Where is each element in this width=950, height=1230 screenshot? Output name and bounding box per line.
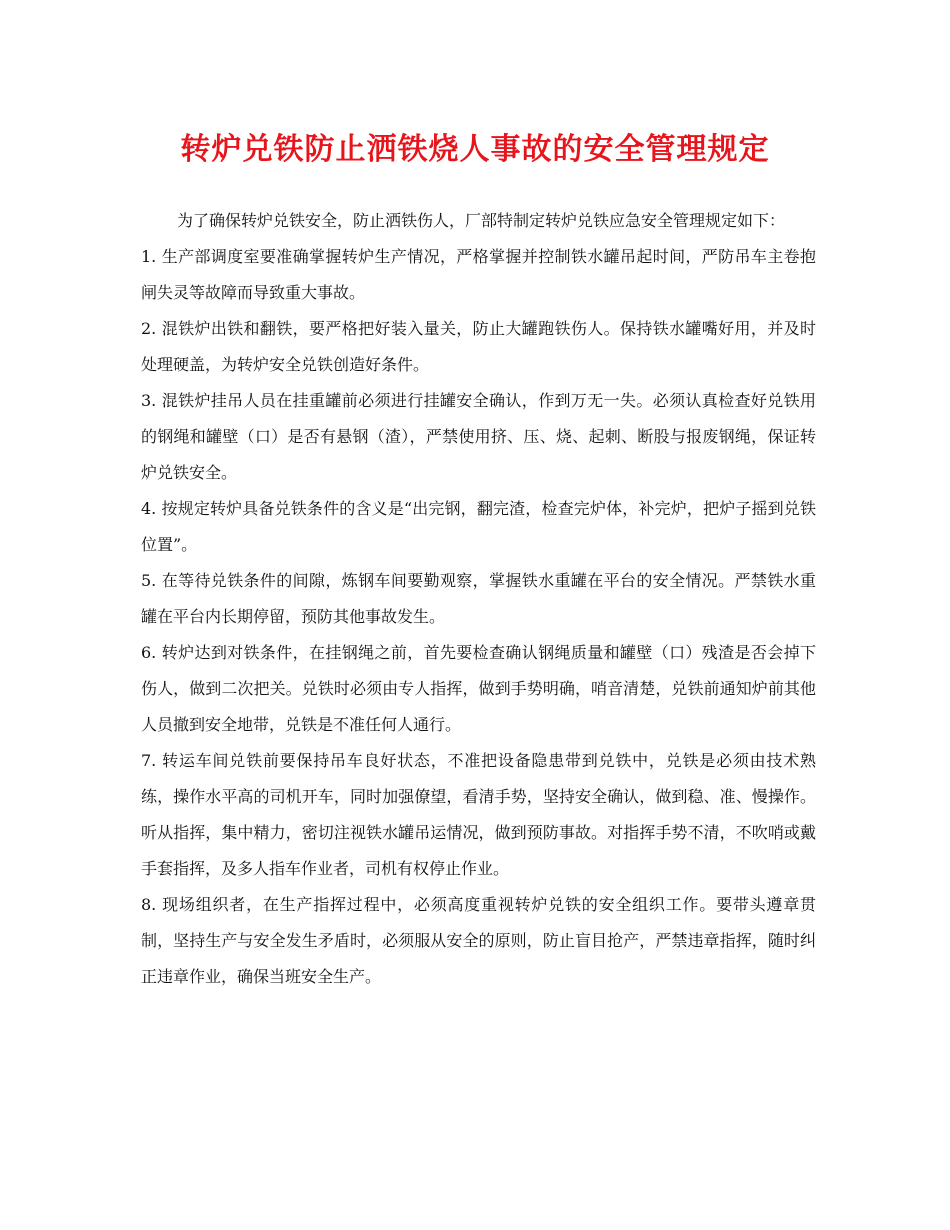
regulation-item-1: 1. 生产部调度室要准确掌握转炉生产情况，严格掌握并控制铁水罐吊起时间，严防吊车主卷抱闸失灵等故障而导致重大事故。	[141, 247, 816, 302]
regulation-item-8: 8. 现场组织者，在生产指挥过程中，必须高度重视转炉兑铁的安全组织工作。要带头遵章贯制，坚持生产与安全发生矛盾时，必须服从安全的原则，防止盲目抢产，严禁违章指挥，随时纠正违章作业，确保当班安全生产。	[141, 895, 816, 986]
regulation-item-5: 5. 在等待兑铁条件的间隙，炼钢车间要勤观察，掌握铁水重罐在平台的安全情况。严禁铁水重罐在平台内长期停留，预防其他事故发生。	[141, 571, 816, 626]
regulation-item-4: 4. 按规定转炉具备兑铁条件的含义是“出完钢，翻完渣，检查完炉体，补完炉，把炉子摇到兑铁位置”。	[141, 499, 816, 554]
regulation-item-6: 6. 转炉达到对铁条件，在挂钢绳之前，首先要检查确认钢绳质量和罐壁（口）残渣是否会掉下伤人，做到二次把关。兑铁时必须由专人指挥，做到手势明确，哨音清楚，兑铁前通知炉前其他人员撤到安全地带，兑铁是不准任何人通行。	[141, 643, 816, 734]
regulation-item-7: 7. 转运车间兑铁前要保持吊车良好状态，不准把设备隐患带到兑铁中，兑铁是必须由技术熟练，操作水平高的司机开车，同时加强僚望，看清手势，坚持安全确认，做到稳、准、慢操作。听从指挥，集中精力，密切注视铁水罐吊运情况，做到预防事故。对指挥手势不清，不吹哨或戴手套指挥，及多人指车作业者，司机有权停止作业。	[141, 751, 816, 878]
document-title: 转炉兑铁防止洒铁烧人事故的安全管理规定	[180, 132, 770, 167]
intro-paragraph: 为了确保转炉兑铁安全，防止洒铁伤人，厂部特制定转炉兑铁应急安全管理规定如下：	[177, 211, 786, 230]
regulation-item-2: 2. 混铁炉出铁和翻铁，要严格把好装入量关，防止大罐跑铁伤人。保持铁水罐嘴好用，并及时处理硬盖，为转炉安全兑铁创造好条件。	[141, 319, 816, 374]
document-body	[141, 203, 816, 995]
regulation-item-3: 3. 混铁炉挂吊人员在挂重罐前必须进行挂罐安全确认，作到万无一失。必须认真检查好兑铁用的钢绳和罐壁（口）是否有悬钢（渣），严禁使用挤、压、烧、起刺、断股与报废钢绳，保证转炉兑铁安全。	[141, 391, 816, 482]
